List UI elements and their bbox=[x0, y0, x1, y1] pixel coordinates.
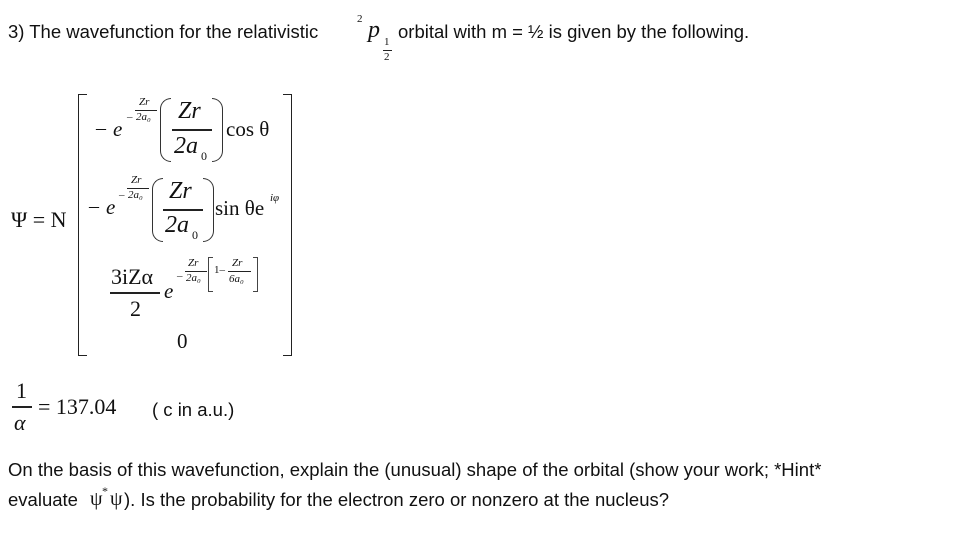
row3-right-square-bracket bbox=[253, 257, 258, 292]
row3-e: e bbox=[164, 279, 174, 303]
row2-exp-num: Zr bbox=[131, 174, 142, 186]
row1-exp-minus: – bbox=[127, 111, 133, 123]
row2-e: e bbox=[106, 195, 116, 219]
matrix-right-bracket bbox=[283, 94, 292, 356]
row2-frac-bar bbox=[163, 209, 203, 211]
row2-exp-den: 2a₀ bbox=[128, 189, 143, 201]
row1-e: e bbox=[113, 117, 123, 141]
row3-bracket-num: Zr bbox=[232, 257, 243, 269]
alpha-value: = 137.04 bbox=[38, 394, 117, 419]
row3-bracket-bar bbox=[228, 271, 251, 272]
row1-minus: – bbox=[96, 117, 106, 139]
row1-exp-den: 2a₀ bbox=[136, 111, 151, 123]
row4-zero: 0 bbox=[177, 329, 188, 353]
row3-left-square-bracket bbox=[208, 257, 213, 292]
equation-lhs: Ψ = N bbox=[11, 207, 67, 232]
alpha-den: α bbox=[14, 410, 26, 435]
instructions-line2-end: ). Is the probability for the electron zero or nonzero at the nucleus? bbox=[124, 489, 670, 510]
row2-frac-num: Zr bbox=[169, 178, 192, 204]
row1-frac-den: 2a bbox=[174, 133, 198, 159]
term-symbol: p bbox=[368, 17, 380, 43]
row3-frac-den: 2 bbox=[130, 296, 141, 321]
row2-frac-den-sub: 0 bbox=[192, 228, 198, 242]
row3-exp-num: Zr bbox=[188, 257, 199, 269]
row2-right-paren bbox=[203, 178, 214, 242]
question-prefix: 3) The wavefunction for the relativistic bbox=[8, 21, 319, 42]
question-suffix: orbital with m = ½ is given by the following. bbox=[398, 21, 750, 42]
row3-bracket-one: 1– bbox=[214, 264, 225, 276]
row1-frac-den-sub: 0 bbox=[201, 149, 207, 163]
row3-bracket-den: 6a₀ bbox=[229, 273, 244, 285]
matrix-left-bracket bbox=[78, 94, 87, 356]
row3-exp-den: 2a₀ bbox=[186, 272, 201, 284]
row1-left-paren bbox=[160, 98, 171, 162]
row1-frac-bar bbox=[172, 129, 212, 131]
instructions-line1: On the basis of this wavefunction, explain the (unusual) shape of the orbital (show your work; *Hint* bbox=[8, 459, 822, 480]
alpha-num: 1 bbox=[16, 378, 27, 403]
row3-exp-minus: – bbox=[177, 270, 183, 282]
row2-frac-den: 2a bbox=[165, 212, 189, 238]
psi-symbol: ψ bbox=[90, 488, 103, 510]
row2-exp-minus: – bbox=[119, 189, 125, 201]
row1-exp-num: Zr bbox=[139, 96, 150, 108]
row1-right-paren bbox=[212, 98, 223, 162]
row2-trig: sin θe bbox=[215, 196, 265, 220]
row2-left-paren bbox=[152, 178, 163, 242]
psi-conjugate-star: * bbox=[102, 484, 108, 498]
row2-minus: – bbox=[89, 195, 99, 217]
row3-frac-num: 3iZα bbox=[111, 264, 154, 289]
row1-trig: cos θ bbox=[226, 117, 270, 141]
term-superscript: 2 bbox=[357, 13, 363, 25]
instructions-line2-start: evaluate bbox=[8, 489, 78, 510]
row3-frac-bar bbox=[110, 292, 160, 294]
row2-trig-sup: iφ bbox=[270, 192, 280, 204]
row1-frac-num: Zr bbox=[178, 98, 201, 124]
alpha-note: ( c in a.u.) bbox=[152, 399, 235, 420]
alpha-bar bbox=[12, 406, 32, 408]
term-subscript-denominator: 2 bbox=[384, 51, 390, 63]
psi-symbol-2: ψ bbox=[110, 488, 123, 510]
term-subscript-numerator: 1 bbox=[384, 36, 390, 48]
